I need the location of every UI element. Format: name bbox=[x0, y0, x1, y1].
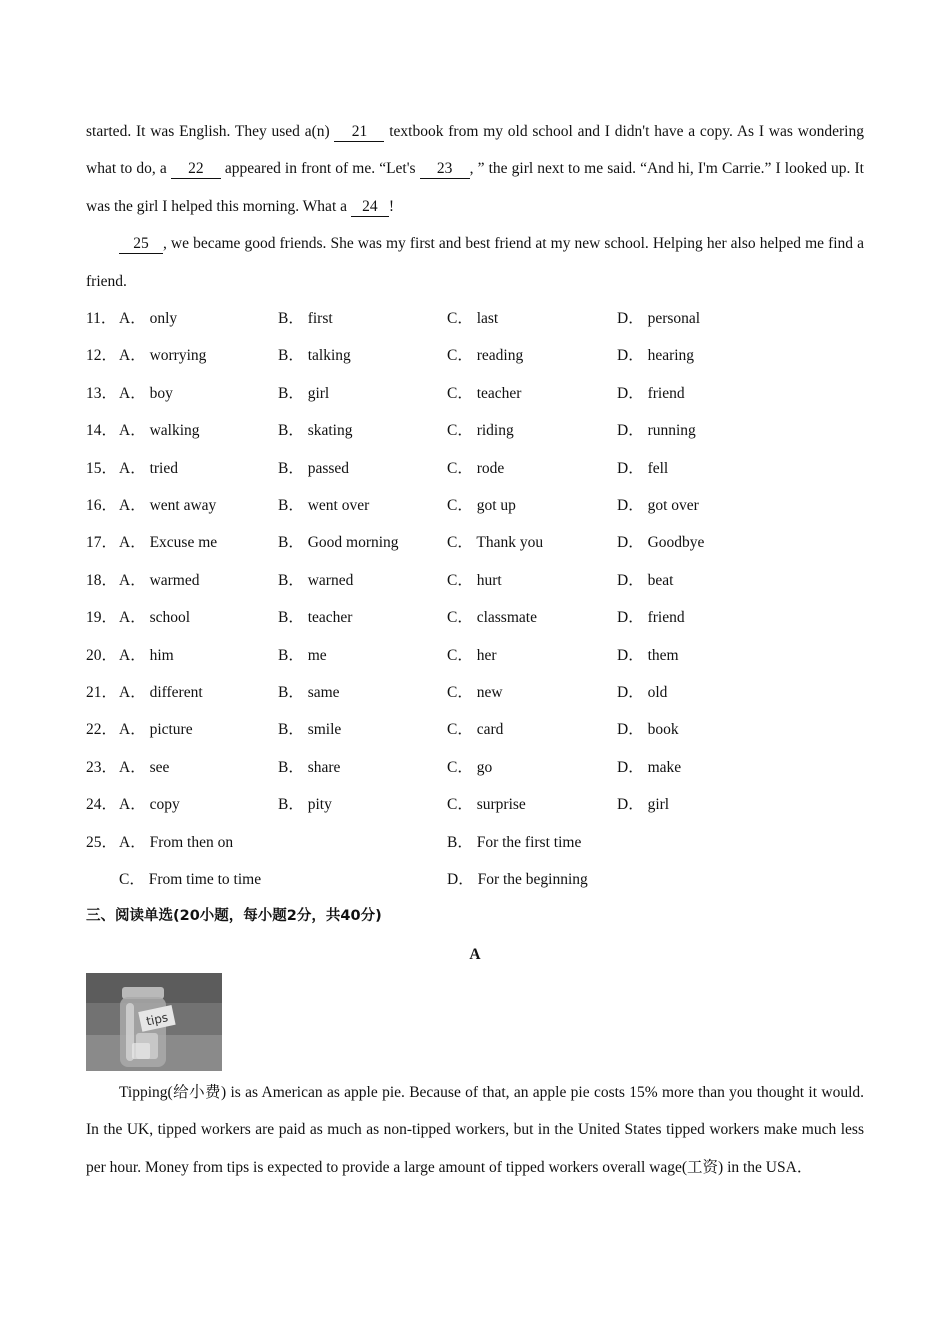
question-number: 17． bbox=[86, 534, 118, 552]
option-c: C． classmate bbox=[447, 609, 537, 627]
question-number: 12． bbox=[86, 347, 118, 365]
option-b: B． talking bbox=[278, 347, 351, 365]
option-a: A． school bbox=[119, 609, 191, 627]
option-a: A． him bbox=[119, 646, 174, 664]
blank-22: 22 bbox=[171, 160, 221, 179]
question-row bbox=[86, 786, 864, 823]
question-row bbox=[86, 674, 864, 711]
question-row bbox=[86, 487, 864, 524]
question-number: 13． bbox=[86, 384, 118, 402]
option-b: B． teacher bbox=[278, 609, 353, 627]
option-c: C． got up bbox=[447, 496, 516, 514]
option-c: C． riding bbox=[447, 422, 514, 440]
option-d: D． Goodbye bbox=[617, 534, 705, 552]
blank-24: 24 bbox=[351, 198, 389, 217]
question-row bbox=[86, 337, 864, 374]
blank-23: 23 bbox=[420, 160, 470, 179]
question-row bbox=[86, 412, 864, 449]
option-d: D． For the beginning bbox=[447, 870, 588, 888]
option-d: D． running bbox=[617, 422, 696, 440]
option-b: B． same bbox=[278, 683, 340, 701]
option-a: A． different bbox=[119, 683, 203, 701]
option-a: A． only bbox=[119, 310, 178, 328]
question-number: 24． bbox=[86, 796, 118, 814]
option-a: A． walking bbox=[119, 422, 200, 440]
option-b: B． Good morning bbox=[278, 534, 399, 552]
option-d: D． beat bbox=[617, 571, 674, 589]
question-number: 23． bbox=[86, 758, 118, 776]
question-row bbox=[86, 637, 864, 674]
tip-jar-photo bbox=[86, 973, 222, 1071]
question-number: 21． bbox=[86, 683, 118, 701]
reading-paragraph: Tipping(给小费) is as American as apple pie. Because of that, an apple pie costs 15% more than you thought it would. In the UK, tipped workers are paid as much as non-tipped workers, but in the United States tipped workers make much less per hour. Money from tips is expected to provide a large amount of tipped workers overall wage(工资) in the USA． bbox=[86, 1084, 864, 1176]
option-a: A． copy bbox=[119, 796, 180, 814]
option-c: C． From time to time bbox=[119, 870, 262, 888]
passage-label: A bbox=[469, 945, 481, 963]
option-a: A． Excuse me bbox=[119, 534, 218, 552]
option-a: A． picture bbox=[119, 721, 193, 739]
option-a: A． see bbox=[119, 758, 170, 776]
question-row bbox=[86, 375, 864, 412]
option-c: C． last bbox=[447, 310, 499, 328]
question-row-25-cont bbox=[86, 861, 864, 898]
passage-paragraph-1: started. It was English. They used a(n) 21 textbook from my old school and I didn't have a copy. As I was wondering what to do, a 22 appeared in front of me. “Let's 23 , ” the girl next to me said. “And hi, I'm Carrie.” I looked up. It was the girl I helped this morning. What a 24 ! bbox=[86, 123, 864, 215]
blank-21: 21 bbox=[334, 123, 384, 142]
option-c: C． hurt bbox=[447, 571, 502, 589]
option-c: C． rode bbox=[447, 459, 505, 477]
option-b: B． first bbox=[278, 310, 333, 328]
question-row-25 bbox=[86, 824, 864, 861]
question-row bbox=[86, 749, 864, 786]
tip-jar-icon bbox=[86, 973, 222, 1071]
question-row bbox=[86, 450, 864, 487]
option-d: D． book bbox=[617, 721, 679, 739]
question-row bbox=[86, 300, 864, 337]
option-b: B． passed bbox=[278, 459, 350, 477]
option-c: C． Thank you bbox=[447, 534, 544, 552]
option-d: D． girl bbox=[617, 796, 670, 814]
option-b: B． For the first time bbox=[447, 833, 582, 851]
tips-label: tips bbox=[144, 1010, 170, 1029]
question-number: 22． bbox=[86, 721, 118, 739]
question-row bbox=[86, 711, 864, 748]
option-b: B． went over bbox=[278, 496, 370, 514]
option-c: C． go bbox=[447, 758, 493, 776]
question-row bbox=[86, 524, 864, 561]
option-d: D． fell bbox=[617, 459, 669, 477]
question-number: 19． bbox=[86, 609, 118, 627]
question-number: 20． bbox=[86, 646, 118, 664]
option-b: B． warned bbox=[278, 571, 354, 589]
option-d: D． make bbox=[617, 758, 682, 776]
question-number: 18． bbox=[86, 571, 118, 589]
option-d: D． friend bbox=[617, 384, 685, 402]
question-number: 15． bbox=[86, 459, 118, 477]
question-row bbox=[86, 562, 864, 599]
question-number: 16． bbox=[86, 496, 118, 514]
document-page bbox=[86, 113, 864, 1186]
option-a: A． worrying bbox=[119, 347, 207, 365]
option-d: D． personal bbox=[617, 310, 701, 328]
question-number: 14． bbox=[86, 422, 118, 440]
option-d: D． got over bbox=[617, 496, 699, 514]
question-number: 11． bbox=[86, 310, 117, 328]
option-b: B． pity bbox=[278, 796, 332, 814]
option-b: B． girl bbox=[278, 384, 330, 402]
question-number: 25． bbox=[86, 833, 118, 851]
option-a: A． went away bbox=[119, 496, 217, 514]
option-d: D． them bbox=[617, 646, 679, 664]
question-row bbox=[86, 599, 864, 636]
option-c: C． new bbox=[447, 683, 503, 701]
section-title: 三、阅读单选(20小题，每小题2分，共40分) bbox=[86, 908, 382, 925]
option-b: B． share bbox=[278, 758, 341, 776]
option-b: B． smile bbox=[278, 721, 342, 739]
passage-paragraph-2: 25 , we became good friends. She was my first and best friend at my new school. Helping her also helped me find a friend. bbox=[86, 235, 864, 290]
option-b: B． skating bbox=[278, 422, 353, 440]
option-a: A． From then on bbox=[119, 833, 234, 851]
question-list bbox=[86, 300, 864, 823]
option-a: A． boy bbox=[119, 384, 173, 402]
option-a: A． tried bbox=[119, 459, 178, 477]
option-c: C． reading bbox=[447, 347, 524, 365]
option-c: C． surprise bbox=[447, 796, 526, 814]
option-c: C． her bbox=[447, 646, 497, 664]
option-b: B． me bbox=[278, 646, 327, 664]
option-c: C． card bbox=[447, 721, 504, 739]
option-a: A． warmed bbox=[119, 571, 200, 589]
blank-25: 25 bbox=[119, 235, 163, 254]
option-d: D． friend bbox=[617, 609, 685, 627]
option-c: C． teacher bbox=[447, 384, 522, 402]
option-d: D． hearing bbox=[617, 347, 695, 365]
option-d: D． old bbox=[617, 683, 668, 701]
